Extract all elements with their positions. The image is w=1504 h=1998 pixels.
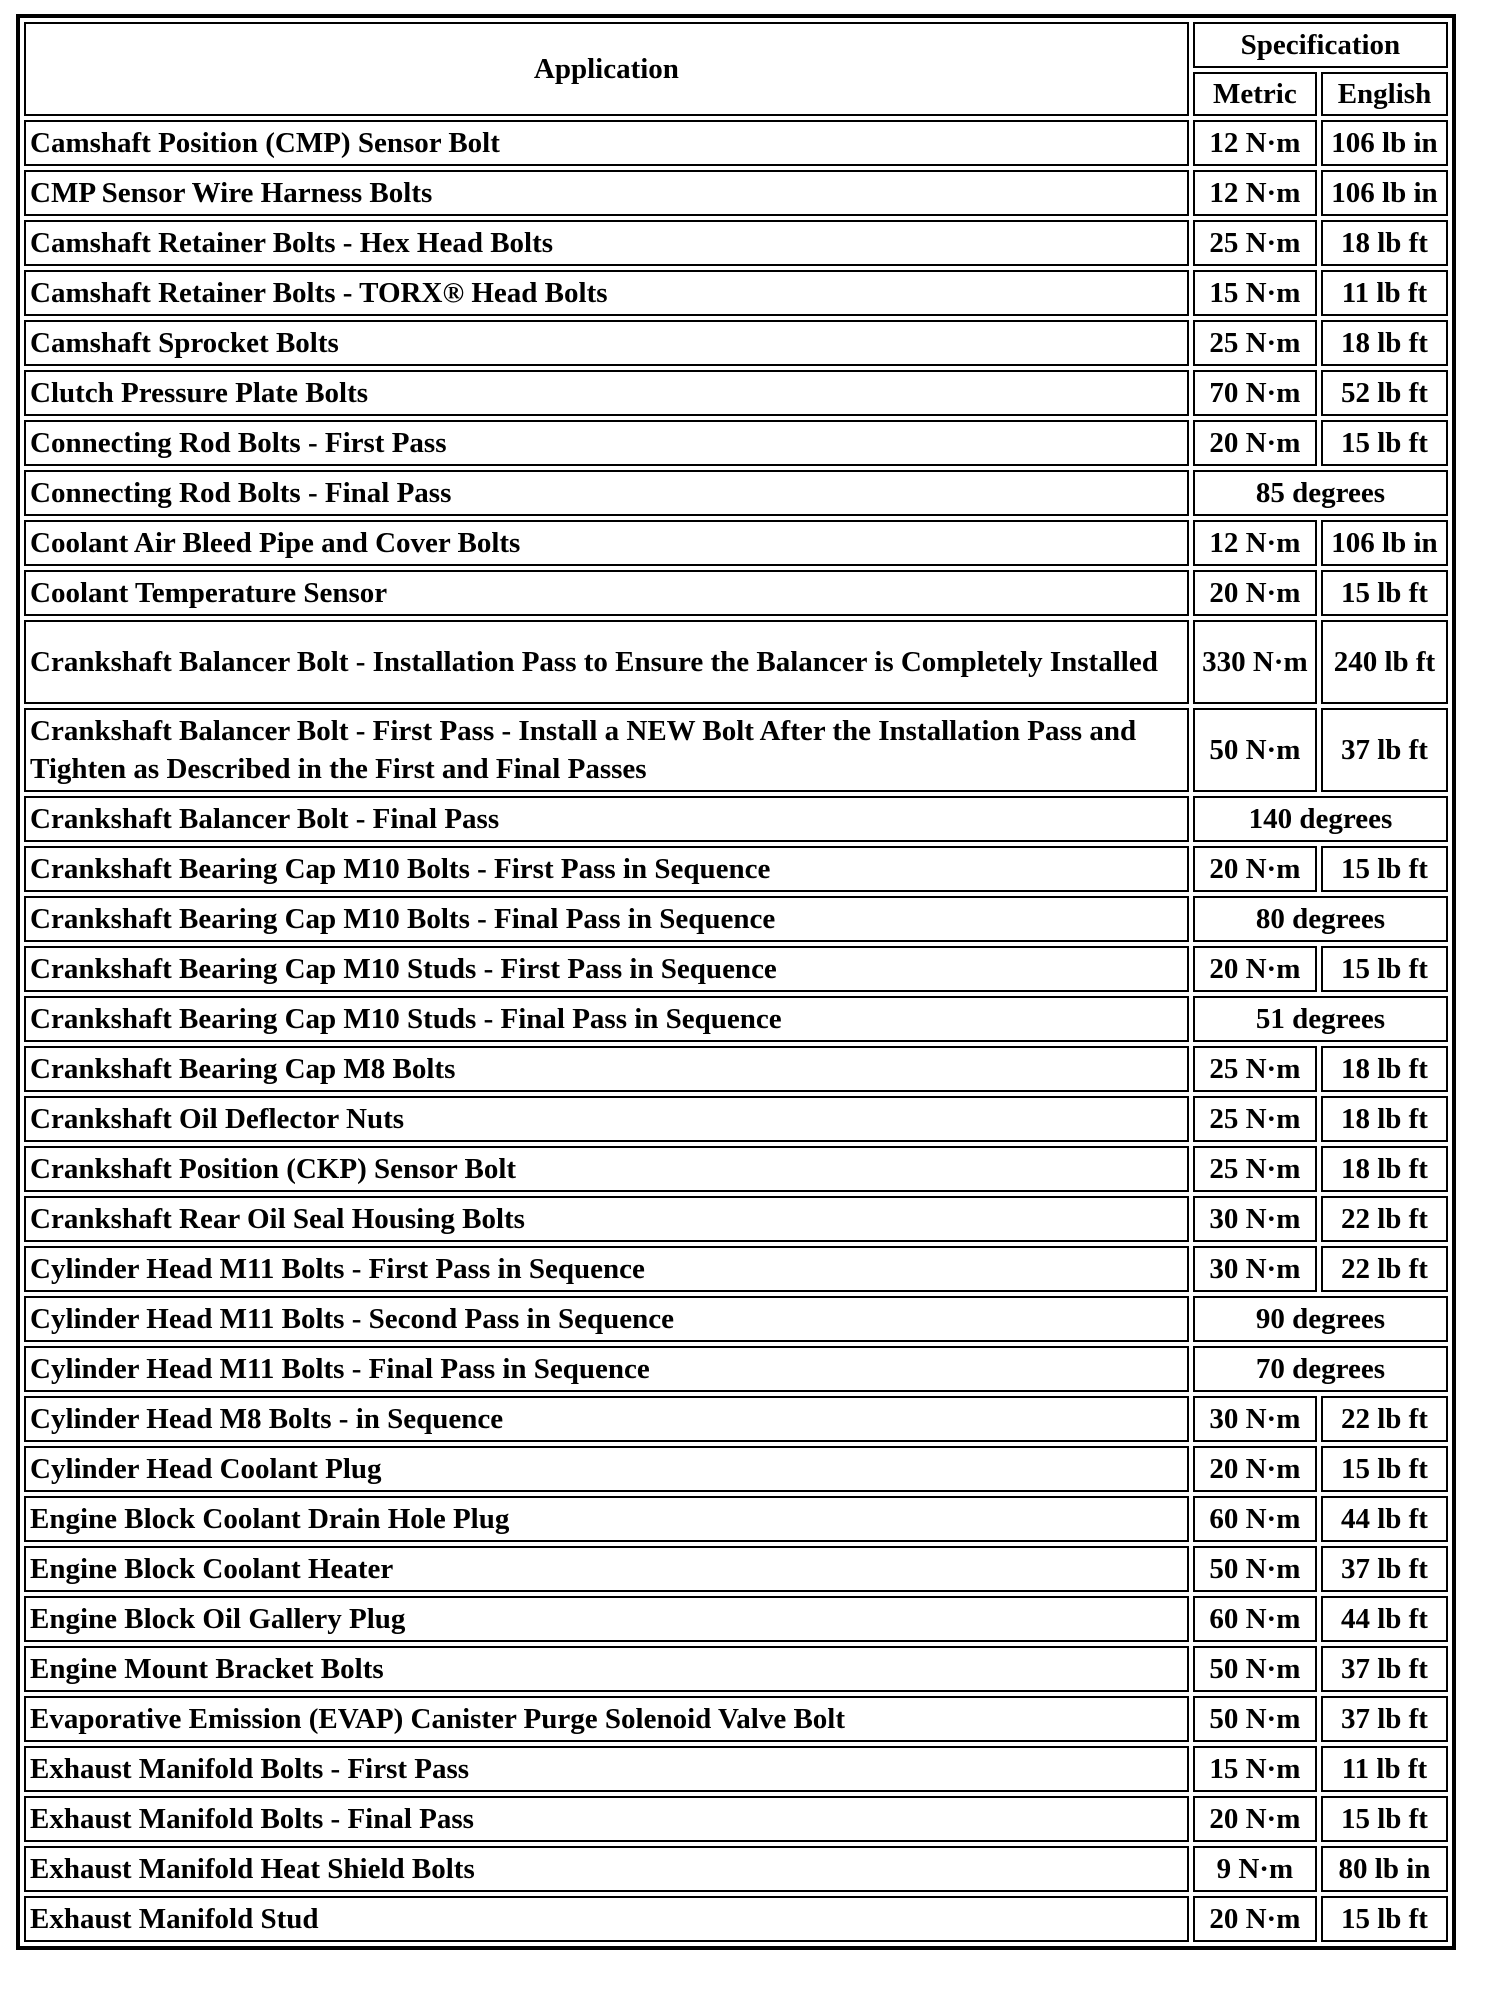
angle-spec-cell: 90 degrees	[1193, 1296, 1448, 1342]
metric-cell: 50 N·m	[1193, 1646, 1317, 1692]
table-row	[24, 1646, 1448, 1692]
application-cell: Cylinder Head M11 Bolts - Second Pass in Sequence	[24, 1296, 1189, 1342]
table-row	[24, 120, 1448, 166]
table-row	[24, 1896, 1448, 1942]
english-cell: 37 lb ft	[1321, 1546, 1448, 1592]
application-cell: Crankshaft Bearing Cap M10 Studs - Final Pass in Sequence	[24, 996, 1189, 1042]
table-row	[24, 570, 1448, 616]
english-cell: 37 lb ft	[1321, 1696, 1448, 1742]
english-cell: 22 lb ft	[1321, 1196, 1448, 1242]
english-cell: 44 lb ft	[1321, 1596, 1448, 1642]
table-row	[24, 1146, 1448, 1192]
table-row	[24, 620, 1448, 704]
metric-cell: 20 N·m	[1193, 570, 1317, 616]
application-cell: Crankshaft Bearing Cap M8 Bolts	[24, 1046, 1189, 1092]
metric-cell: 25 N·m	[1193, 1096, 1317, 1142]
specification-header: Specification	[1193, 22, 1448, 68]
english-cell: 106 lb in	[1321, 120, 1448, 166]
metric-cell: 70 N·m	[1193, 370, 1317, 416]
metric-cell: 20 N·m	[1193, 420, 1317, 466]
application-cell: Exhaust Manifold Bolts - First Pass	[24, 1746, 1189, 1792]
table-row	[24, 1096, 1448, 1142]
table-row	[24, 1746, 1448, 1792]
metric-header: Metric	[1193, 72, 1317, 116]
application-cell: Camshaft Retainer Bolts - Hex Head Bolts	[24, 220, 1189, 266]
angle-spec-cell: 85 degrees	[1193, 470, 1448, 516]
english-cell: 18 lb ft	[1321, 1146, 1448, 1192]
english-cell: 15 lb ft	[1321, 570, 1448, 616]
metric-cell: 60 N·m	[1193, 1596, 1317, 1642]
application-cell: Cylinder Head M8 Bolts - in Sequence	[24, 1396, 1189, 1442]
application-cell: Coolant Air Bleed Pipe and Cover Bolts	[24, 520, 1189, 566]
application-cell: Clutch Pressure Plate Bolts	[24, 370, 1189, 416]
metric-cell: 25 N·m	[1193, 1146, 1317, 1192]
english-cell: 18 lb ft	[1321, 1046, 1448, 1092]
application-cell: Crankshaft Balancer Bolt - Final Pass	[24, 796, 1189, 842]
table-row	[24, 796, 1448, 842]
metric-cell: 15 N·m	[1193, 1746, 1317, 1792]
table-row	[24, 1346, 1448, 1392]
table-row	[24, 708, 1448, 792]
metric-cell: 12 N·m	[1193, 120, 1317, 166]
english-cell: 18 lb ft	[1321, 220, 1448, 266]
english-cell: 106 lb in	[1321, 170, 1448, 216]
application-cell: Camshaft Position (CMP) Sensor Bolt	[24, 120, 1189, 166]
application-cell: Crankshaft Balancer Bolt - Installation Pass to Ensure the Balancer is Completely Installed	[24, 620, 1189, 704]
english-cell: 106 lb in	[1321, 520, 1448, 566]
metric-cell: 30 N·m	[1193, 1196, 1317, 1242]
metric-cell: 50 N·m	[1193, 1546, 1317, 1592]
metric-cell: 9 N·m	[1193, 1846, 1317, 1892]
application-cell: Camshaft Sprocket Bolts	[24, 320, 1189, 366]
torque-spec-table	[16, 14, 1456, 1950]
metric-cell: 20 N·m	[1193, 946, 1317, 992]
english-cell: 18 lb ft	[1321, 320, 1448, 366]
angle-spec-cell: 140 degrees	[1193, 796, 1448, 842]
application-cell: Exhaust Manifold Heat Shield Bolts	[24, 1846, 1189, 1892]
table-row	[24, 470, 1448, 516]
table-row	[24, 1846, 1448, 1892]
english-cell: 15 lb ft	[1321, 1896, 1448, 1942]
metric-cell: 20 N·m	[1193, 1446, 1317, 1492]
table-row	[24, 270, 1448, 316]
angle-spec-cell: 51 degrees	[1193, 996, 1448, 1042]
metric-cell: 25 N·m	[1193, 320, 1317, 366]
table-row	[24, 1246, 1448, 1292]
english-cell: 11 lb ft	[1321, 1746, 1448, 1792]
english-cell: 18 lb ft	[1321, 1096, 1448, 1142]
application-cell: Crankshaft Position (CKP) Sensor Bolt	[24, 1146, 1189, 1192]
application-cell: Engine Block Coolant Heater	[24, 1546, 1189, 1592]
english-cell: 37 lb ft	[1321, 1646, 1448, 1692]
application-cell: Cylinder Head M11 Bolts - Final Pass in Sequence	[24, 1346, 1189, 1392]
application-cell: Camshaft Retainer Bolts - TORX® Head Bolts	[24, 270, 1189, 316]
application-cell: Cylinder Head M11 Bolts - First Pass in Sequence	[24, 1246, 1189, 1292]
angle-spec-cell: 70 degrees	[1193, 1346, 1448, 1392]
table-row	[24, 1446, 1448, 1492]
english-cell: 44 lb ft	[1321, 1496, 1448, 1542]
table-row	[24, 420, 1448, 466]
table-row	[24, 1196, 1448, 1242]
application-cell: Exhaust Manifold Bolts - Final Pass	[24, 1796, 1189, 1842]
english-cell: 37 lb ft	[1321, 708, 1448, 792]
application-cell: Cylinder Head Coolant Plug	[24, 1446, 1189, 1492]
metric-cell: 12 N·m	[1193, 520, 1317, 566]
table-row	[24, 1396, 1448, 1442]
english-cell: 15 lb ft	[1321, 1446, 1448, 1492]
metric-cell: 330 N·m	[1193, 620, 1317, 704]
metric-cell: 15 N·m	[1193, 270, 1317, 316]
application-header: Application	[24, 22, 1189, 116]
metric-cell: 25 N·m	[1193, 1046, 1317, 1092]
table-row	[24, 1046, 1448, 1092]
english-cell: 52 lb ft	[1321, 370, 1448, 416]
english-cell: 240 lb ft	[1321, 620, 1448, 704]
application-cell: Crankshaft Bearing Cap M10 Studs - First Pass in Sequence	[24, 946, 1189, 992]
metric-cell: 30 N·m	[1193, 1246, 1317, 1292]
english-cell: 22 lb ft	[1321, 1246, 1448, 1292]
table-row	[24, 320, 1448, 366]
application-cell: Engine Block Oil Gallery Plug	[24, 1596, 1189, 1642]
english-cell: 15 lb ft	[1321, 420, 1448, 466]
metric-cell: 50 N·m	[1193, 708, 1317, 792]
application-cell: Crankshaft Rear Oil Seal Housing Bolts	[24, 1196, 1189, 1242]
metric-cell: 50 N·m	[1193, 1696, 1317, 1742]
angle-spec-cell: 80 degrees	[1193, 896, 1448, 942]
table-row	[24, 846, 1448, 892]
english-cell: 80 lb in	[1321, 1846, 1448, 1892]
metric-cell: 20 N·m	[1193, 1896, 1317, 1942]
table-row	[24, 1296, 1448, 1342]
english-cell: 15 lb ft	[1321, 1796, 1448, 1842]
english-cell: 15 lb ft	[1321, 946, 1448, 992]
application-cell: Connecting Rod Bolts - First Pass	[24, 420, 1189, 466]
metric-cell: 20 N·m	[1193, 846, 1317, 892]
application-cell: Engine Block Coolant Drain Hole Plug	[24, 1496, 1189, 1542]
application-cell: Crankshaft Balancer Bolt - First Pass - Install a NEW Bolt After the Installation Pass and Tighten as Described in the First and Final Passes	[24, 708, 1189, 792]
metric-cell: 12 N·m	[1193, 170, 1317, 216]
metric-cell: 60 N·m	[1193, 1496, 1317, 1542]
english-cell: 11 lb ft	[1321, 270, 1448, 316]
table-row	[24, 1596, 1448, 1642]
application-cell: Crankshaft Oil Deflector Nuts	[24, 1096, 1189, 1142]
application-cell: Engine Mount Bracket Bolts	[24, 1646, 1189, 1692]
metric-cell: 30 N·m	[1193, 1396, 1317, 1442]
application-cell: Coolant Temperature Sensor	[24, 570, 1189, 616]
metric-cell: 25 N·m	[1193, 220, 1317, 266]
english-cell: 22 lb ft	[1321, 1396, 1448, 1442]
table-row	[24, 996, 1448, 1042]
application-cell: Connecting Rod Bolts - Final Pass	[24, 470, 1189, 516]
english-cell: 15 lb ft	[1321, 846, 1448, 892]
application-cell: Crankshaft Bearing Cap M10 Bolts - First Pass in Sequence	[24, 846, 1189, 892]
table-row	[24, 1696, 1448, 1742]
application-cell: CMP Sensor Wire Harness Bolts	[24, 170, 1189, 216]
application-cell: Evaporative Emission (EVAP) Canister Purge Solenoid Valve Bolt	[24, 1696, 1189, 1742]
table-row	[24, 896, 1448, 942]
english-header: English	[1321, 72, 1448, 116]
application-cell: Exhaust Manifold Stud	[24, 1896, 1189, 1942]
table-row	[24, 370, 1448, 416]
table-row	[24, 1496, 1448, 1542]
metric-cell: 20 N·m	[1193, 1796, 1317, 1842]
table-row	[24, 170, 1448, 216]
table-row	[24, 1546, 1448, 1592]
table-row	[24, 520, 1448, 566]
application-cell: Crankshaft Bearing Cap M10 Bolts - Final Pass in Sequence	[24, 896, 1189, 942]
table-row	[24, 1796, 1448, 1842]
table-row	[24, 220, 1448, 266]
table-row	[24, 946, 1448, 992]
spec-table-body	[24, 120, 1448, 1942]
